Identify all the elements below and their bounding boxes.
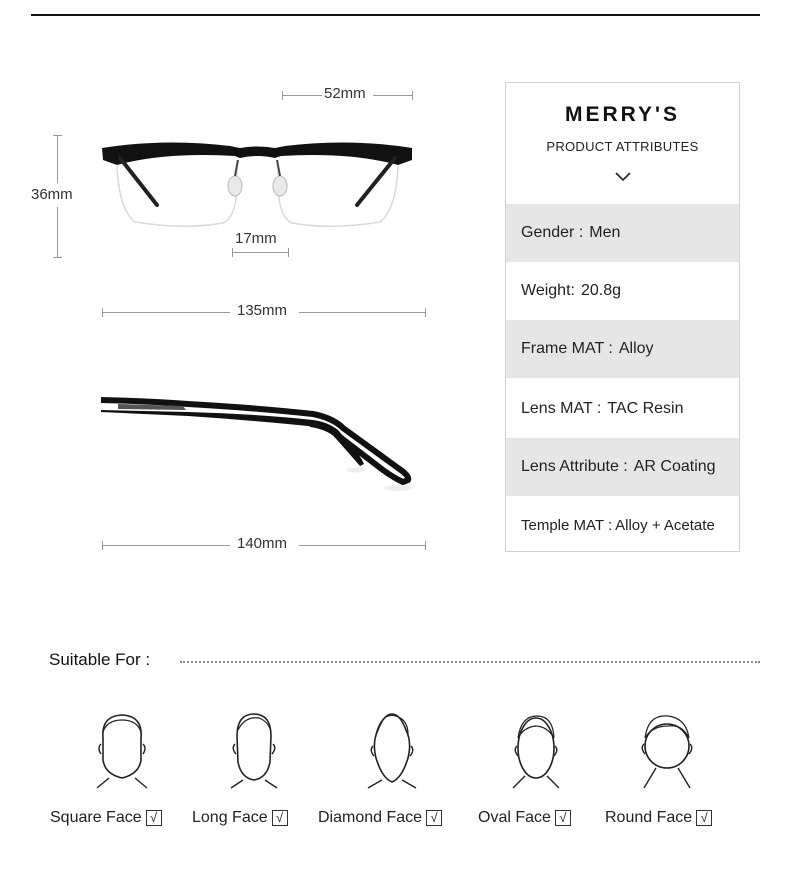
attribute-row-weight [506,262,739,320]
face-label-text: Oval Face [478,809,551,826]
attribute-value: Alloy [618,340,654,357]
face-label-text: Long Face [192,809,268,826]
face-option-round [605,809,712,827]
attribute-value: Alloy + Acetate [615,516,715,534]
face-option-diamond [318,809,442,827]
frame-width-label: 135mm [237,302,288,319]
attribute-label: Lens MAT : [521,400,602,417]
oval-face-icon [507,708,565,790]
glasses-front-view [95,130,420,240]
check-icon: √ [696,810,712,826]
product-attributes-card [505,82,740,552]
attribute-row-temple-mat [506,496,739,554]
suitable-for-title: Suitable For : [49,650,151,669]
face-option-long [192,809,288,827]
chevron-down-icon [614,171,632,183]
attribute-value: 20.8g [580,282,621,299]
attribute-value: Men [589,224,621,241]
bridge-width-label: 17mm [235,230,277,247]
face-label-text: Square Face [50,809,142,826]
check-icon: √ [272,810,288,826]
attribute-value: AR Coating [633,458,716,475]
attributes-heading: PRODUCT ATTRIBUTES [546,139,699,154]
face-option-square [50,809,162,827]
check-icon: √ [555,810,571,826]
attribute-row-lens-attribute [506,438,739,496]
attribute-row-lens-mat [506,380,739,438]
face-label-text: Round Face [605,809,693,826]
face-option-oval [478,809,571,827]
glasses-side-view [98,390,418,500]
attribute-label: Frame MAT : [521,340,613,357]
dotted-divider [180,661,760,663]
check-icon: √ [426,810,442,826]
attribute-value: TAC Resin [607,400,684,417]
diamond-face-icon [362,708,422,790]
attribute-row-gender [506,204,739,262]
attribute-label: Gender : [521,224,584,241]
long-face-icon [225,708,283,790]
attribute-label: Temple MAT : [521,516,613,534]
temple-length-label: 140mm [237,535,288,552]
attribute-row-frame-mat [506,320,739,378]
square-face-icon [93,708,151,790]
lens-width-label: 52mm [324,85,366,102]
brand-logo: MERRY'S [564,103,681,126]
attribute-label: Lens Attribute : [521,458,628,475]
check-icon: √ [146,810,162,826]
lens-height-label: 36mm [31,186,73,203]
round-face-icon [638,708,696,790]
face-label-text: Diamond Face [318,809,423,826]
top-divider [31,14,760,16]
attribute-label: Weight: [521,282,575,299]
